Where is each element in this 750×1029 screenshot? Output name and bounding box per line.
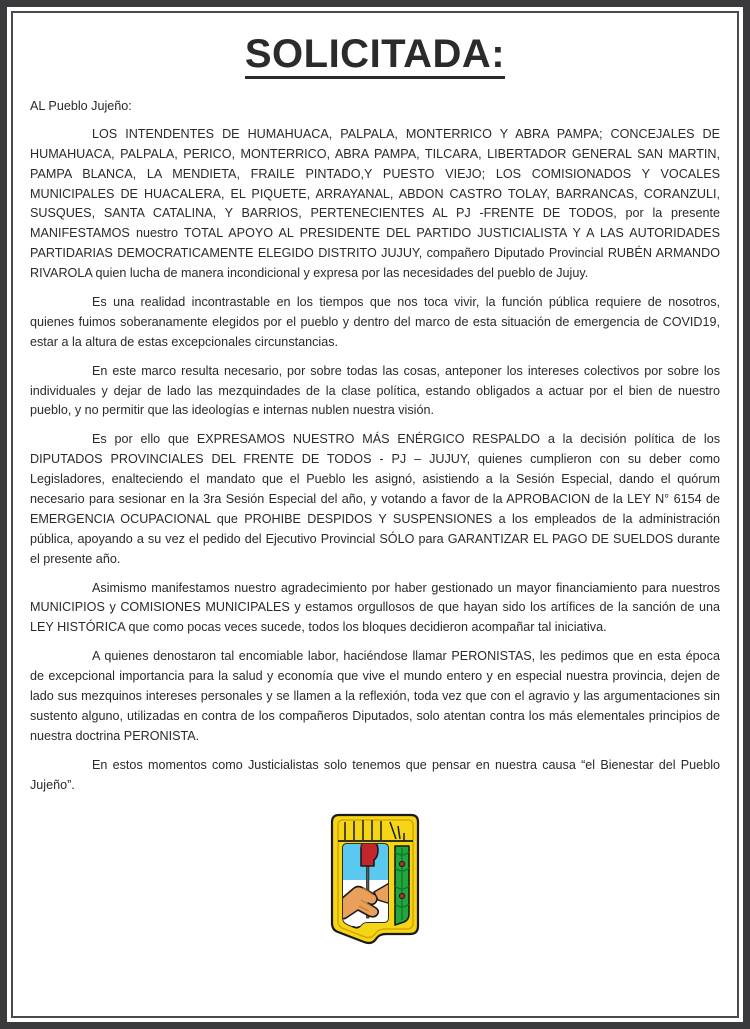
emblem-container <box>30 808 720 953</box>
paragraph-closing: En estos momentos como Justicialistas solo tenemos que pensar en nuestra causa “el Bienestar del Pueblo Jujeño”. <box>30 757 720 792</box>
paragraph-endorsement-law: Es por ello que EXPRESAMOS NUESTRO MÁS ENÉRGICO RESPALDO a la decisión política de los DIPUTADOS PROVINCIALES DEL FRENTE DE TODOS - PJ – JUJUY, quienes cumplieron con su deber como Legisladores, enalteciendo el mandato que el Pueblo les asignó, asistiendo a la Sesión Especial, dando el quórum necesario para sesionar en la 3ra Sesión Especial del año, y votando a favor de la APROBACION de la LEY N° 6154 de EMERGENCIA OCUPACIONAL que PROHIBE DESPIDOS Y SUSPENSIONES a los empleados de la administración pública, apoyando a su vez el pedido del Ejecutivo Provincial SÓLO para GARANTIZAR EL PAGO DE SUELDOS durante el presente año. <box>30 432 720 566</box>
paragraph-financing-thanks: Asimismo manifestamos nuestro agradecimiento por haber gestionado un mayor financiamiento para nuestros MUNICIPIOS y COMISIONES MUNICIPALES y estamos orgullosos de que hayan sido los artífices de la sanción de una LEY HISTÓRICA que como pocas veces sucede, todos los bloques decidieron acompañar tal iniciativa. <box>30 580 720 635</box>
paragraph-collective-interests: En este marco resulta necesario, por sobre todas las cosas, anteponer los intereses colectivos por sobre los individuales y dejar de lado las mezquindades de la clase política, estando obligados a actuar por el bien de nuestro pueblo, y no permitir que las ideologías e internas nublen nuestra visión. <box>30 363 720 418</box>
paragraph-critics-reply: A quienes denostaron tal encomiable labor, haciéndose llamar PERONISTAS, les pedimos que en esta época de excepcional importancia para la salud y economía que vive el mundo entero y en especial nuestra provincia, dejen de lado sus mezquinos intereses personales y se llamen a la reflexión, toda vez que con el agravio y las argumentaciones sin sustento alguno, utilizadas en contra de los compañeros Diputados, solo atentan contra los más elementales principios de nuestra doctrina PERONISTA. <box>30 649 720 743</box>
paragraph-signatories: LOS INTENDENTES DE HUMAHUACA, PALPALA, MONTERRICO Y ABRA PAMPA; CONCEJALES DE HUMAHUACA, PALPALA, PERICO, MONTERRICO, ABRA PAMPA, TILCARA, LIBERTADOR GENERAL SAN MARTIN, PAMPA BLANCA, LA MENDIETA, FRAILE PINTADO,Y PUESTO VIEJO; LOS COMISIONADOS Y VOCALES MUNICIPALES DE HUACALERA, EL PIQUETE, ARRAYANAL, ABDON CASTRO TOLAY, BARRANCAS, CORANZULI, SUSQUES, SANTA CATALINA, Y BARRIOS, PERTENECIENTES AL PJ -FRENTE DE TODOS, por la presente MANIFESTAMOS nuestro TOTAL APOYO AL PRESIDENTE DEL PARTIDO JUSTICIALISTA Y A LAS AUTORIDADES PARTIDARIAS DEMOCRATICAMENTE ELEGIDO DISTRITO JUJUY, compañero Diputado Provincial RUBÉN ARMANDO RIVAROLA quien lucha de manera incondicional y expresa por las necesidades del pueblo de Jujuy. <box>30 126 720 281</box>
document-inner-frame <box>11 11 739 1018</box>
page-title: SOLICITADA: <box>245 33 505 79</box>
jujuy-coat-of-arms-icon <box>316 808 434 948</box>
salutation: AL Pueblo Jujeño: <box>30 99 132 113</box>
paragraph-reality: Es una realidad incontrastable en los tiempos que nos toca vivir, la función pública requiere de nosotros, quienes fuimos soberanamente elegidos por el pueblo y dentro del marco de esta situación de emergencia de COVID19, estar a la altura de estas excepcionales circunstancias. <box>30 295 720 349</box>
page-title-container <box>30 33 720 79</box>
